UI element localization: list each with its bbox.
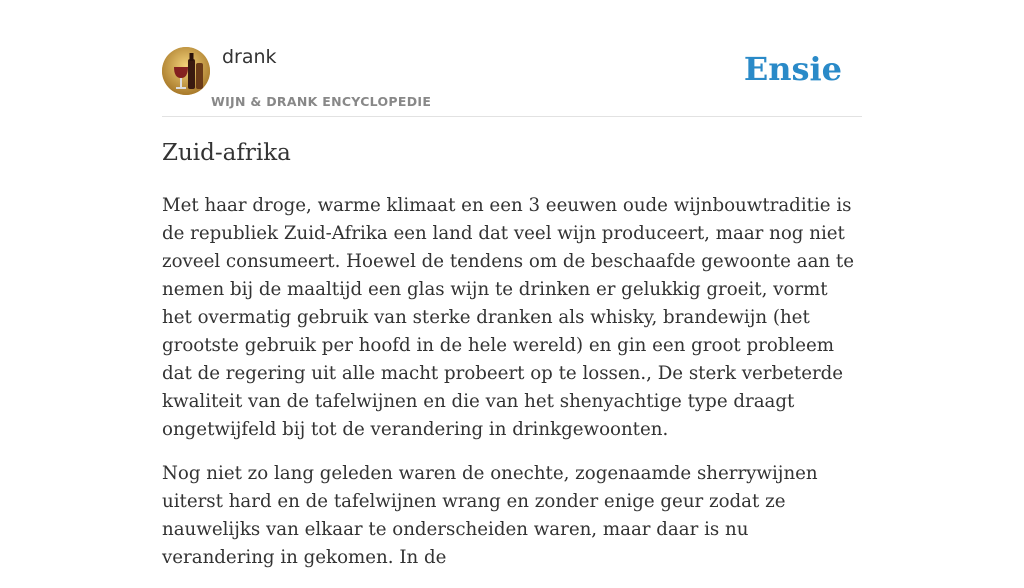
- wine-bottle-glass-icon[interactable]: [162, 47, 210, 95]
- article-body: [162, 192, 862, 588]
- site-subtitle: WIJN & DRANK ENCYCLOPEDIE: [211, 94, 432, 109]
- article-paragraph: Met haar droge, warme klimaat en een 3 eeuwen oude wijnbouwtraditie is de republiek Zuid-Afrika een land dat veel wijn produceert, maar nog niet zoveel consumeert. Hoewel de tendens om de beschaafde gewoonte aan te nemen bij de maaltijd een glas wijn te drinken er gelukkig groeit, vormt het overmatig gebruik van sterke dranken als whisky, brandewijn (het grootste gebruik per hoofd in de hele wereld) en gin een groot probleem dat de regering uit alle macht probeert op te lossen., De sterk verbeterde kwaliteit van de tafelwijnen en die van het shenyachtige type draagt ongetwijfeld bij tot de verandering in drinkgewoonten.: [162, 195, 854, 440]
- page: [162, 0, 862, 568]
- page-title: Zuid-afrika: [162, 140, 291, 166]
- site-header: [162, 0, 862, 117]
- site-name[interactable]: drank: [222, 46, 277, 68]
- brand-logo-link[interactable]: Ensie: [743, 50, 842, 88]
- article-paragraph: Nog niet zo lang geleden waren de onechte, zogenaamde sherrywijnen uiterst hard en de tafelwijnen wrang en zonder enige geur zodat ze nauwelijks van elkaar te onderscheiden waren, maar daar is nu verandering in gekomen. In de: [162, 463, 818, 568]
